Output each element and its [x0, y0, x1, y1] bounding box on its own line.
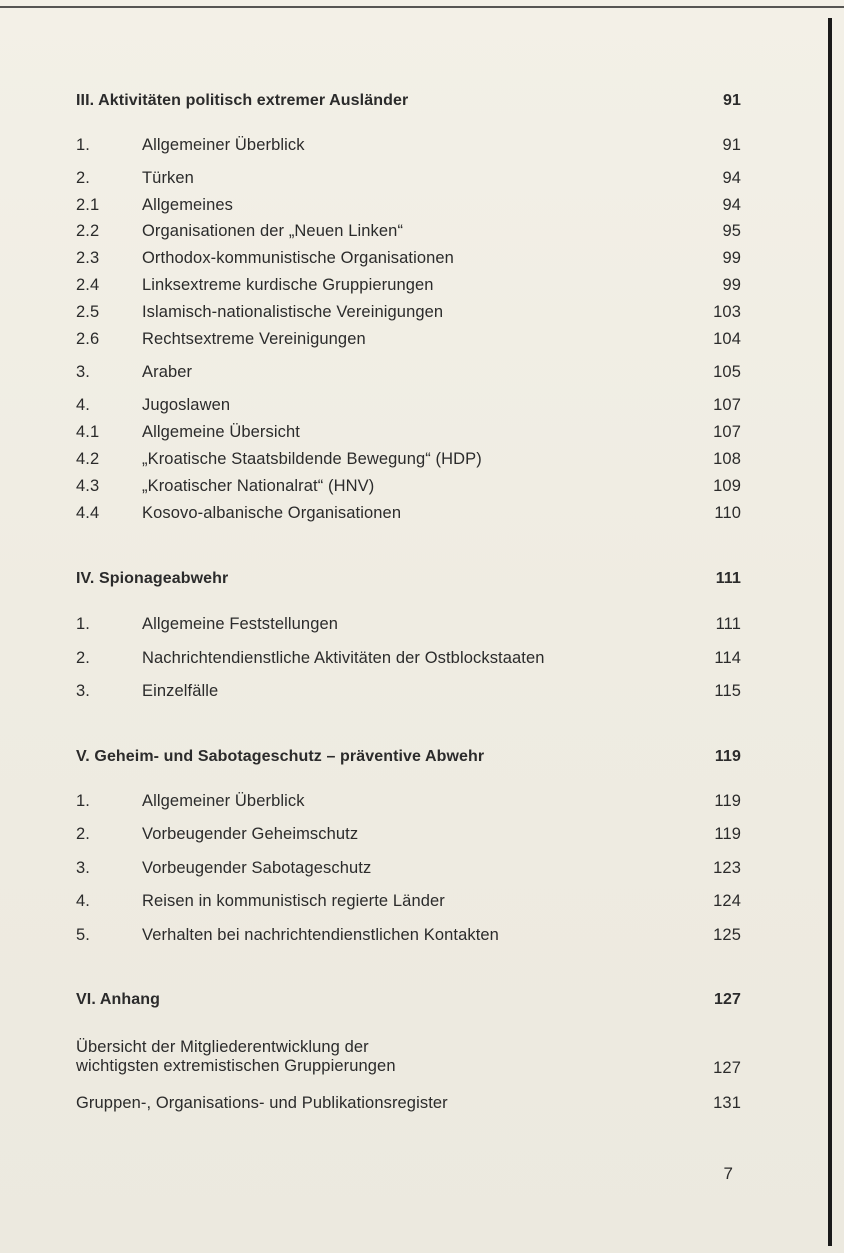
page-top-edge	[0, 6, 844, 8]
entry-title: Gruppen-, Organisations- und Publikationsregister	[76, 1094, 448, 1112]
entry-title: Jugoslawen	[142, 396, 231, 414]
entry-title: Rechtsextreme Vereinigungen	[142, 330, 366, 348]
entry-title: Allgemeiner Überblick	[142, 792, 305, 810]
page-number: 7	[723, 1164, 733, 1183]
section-title: V. Geheim- und Sabotageschutz – präventive Abwehr	[76, 748, 485, 765]
entry-title: Reisen in kommunistisch regierte Länder	[142, 892, 445, 910]
entry-page: 124	[713, 892, 741, 910]
entry-title: Vorbeugender Geheimschutz	[142, 825, 359, 843]
entry-page: 91	[722, 136, 741, 154]
entry-page: 110	[714, 504, 741, 522]
entry-title: „Kroatischer Nationalrat“ (HNV)	[142, 477, 375, 495]
entry-page: 125	[713, 926, 741, 944]
entry-number: 4.1	[76, 423, 100, 441]
entry-title: Einzelfälle	[142, 682, 219, 700]
entry-page: 103	[713, 303, 741, 321]
entry-page: 107	[713, 423, 741, 441]
entry-number: 4.2	[76, 450, 100, 468]
entry-page: 119	[714, 825, 741, 843]
entry-page: 107	[713, 396, 741, 414]
entry-number: 3.	[76, 859, 90, 877]
entry-number: 4.	[76, 892, 90, 910]
section-page: 91	[723, 92, 741, 109]
entry-page: 94	[722, 196, 741, 214]
entry-page: 99	[722, 276, 741, 294]
entry-page: 108	[713, 450, 741, 468]
entry-title: „Kroatische Staatsbildende Bewegung“ (HDP)	[142, 450, 482, 468]
section-title: VI. Anhang	[76, 991, 160, 1008]
section-page: 119	[714, 748, 741, 765]
entry-page: 94	[722, 169, 741, 187]
section-title: III. Aktivitäten politisch extremer Ausländer	[76, 92, 409, 109]
entry-number: 2.	[76, 169, 90, 187]
entry-page: 114	[714, 649, 741, 667]
entry-number: 3.	[76, 682, 90, 700]
entry-title: Orthodox-kommunistische Organisationen	[142, 249, 454, 267]
entry-title: Linksextreme kurdische Gruppierungen	[142, 276, 434, 294]
entry-page: 105	[713, 363, 741, 381]
entry-number: 1.	[76, 136, 90, 154]
entry-title: Araber	[142, 363, 193, 381]
entry-number: 2.4	[76, 276, 100, 294]
entry-number: 2.	[76, 649, 90, 667]
entry-number: 1.	[76, 615, 90, 633]
entry-page: 123	[713, 859, 741, 877]
entry-number: 2.1	[76, 196, 100, 214]
section-page: 111	[715, 570, 741, 587]
entry-page: 127	[713, 1059, 741, 1077]
entry-page: 115	[714, 682, 741, 700]
entry-number: 5.	[76, 926, 90, 944]
entry-title: Verhalten bei nachrichtendienstlichen Kontakten	[142, 926, 499, 944]
entry-title: Allgemeiner Überblick	[142, 136, 305, 154]
entry-number: 3.	[76, 363, 90, 381]
entry-title: Kosovo-albanische Organisationen	[142, 504, 402, 522]
entry-title: Islamisch-nationalistische Vereinigungen	[142, 303, 444, 321]
entry-number: 2.5	[76, 303, 100, 321]
entry-title: Nachrichtendienstliche Aktivitäten der Ostblockstaaten	[142, 649, 545, 667]
entry-title: Vorbeugender Sabotageschutz	[142, 859, 372, 877]
entry-number: 4.4	[76, 504, 100, 522]
entry-number: 2.2	[76, 222, 100, 240]
entry-page: 95	[722, 222, 741, 240]
entry-page: 104	[713, 330, 741, 348]
entry-title: Allgemeine Feststellungen	[142, 615, 339, 633]
entry-title: Allgemeine Übersicht	[142, 423, 300, 441]
entry-title: Türken	[142, 169, 194, 187]
entry-title: Organisationen der „Neuen Linken“	[142, 222, 404, 240]
entry-number: 4.3	[76, 477, 100, 495]
entry-number: 2.6	[76, 330, 100, 348]
entry-title: Allgemeines	[142, 196, 233, 214]
entry-title-line: wichtigsten extremistischen Gruppierungen	[76, 1057, 396, 1075]
entry-title-line: Übersicht der Mitgliederentwicklung der	[76, 1038, 369, 1056]
entry-number: 2.3	[76, 249, 100, 267]
section-page: 127	[714, 991, 741, 1008]
entry-number: 1.	[76, 792, 90, 810]
entry-number: 4.	[76, 396, 90, 414]
entry-page: 119	[714, 792, 741, 810]
entry-number: 2.	[76, 825, 90, 843]
section-title: IV. Spionageabwehr	[76, 570, 229, 587]
entry-title	[76, 1038, 396, 1076]
entry-page: 99	[722, 249, 741, 267]
page-right-edge	[828, 18, 832, 1246]
entry-page: 109	[713, 477, 741, 495]
entry-page: 131	[713, 1094, 741, 1112]
entry-page: 111	[715, 615, 741, 633]
